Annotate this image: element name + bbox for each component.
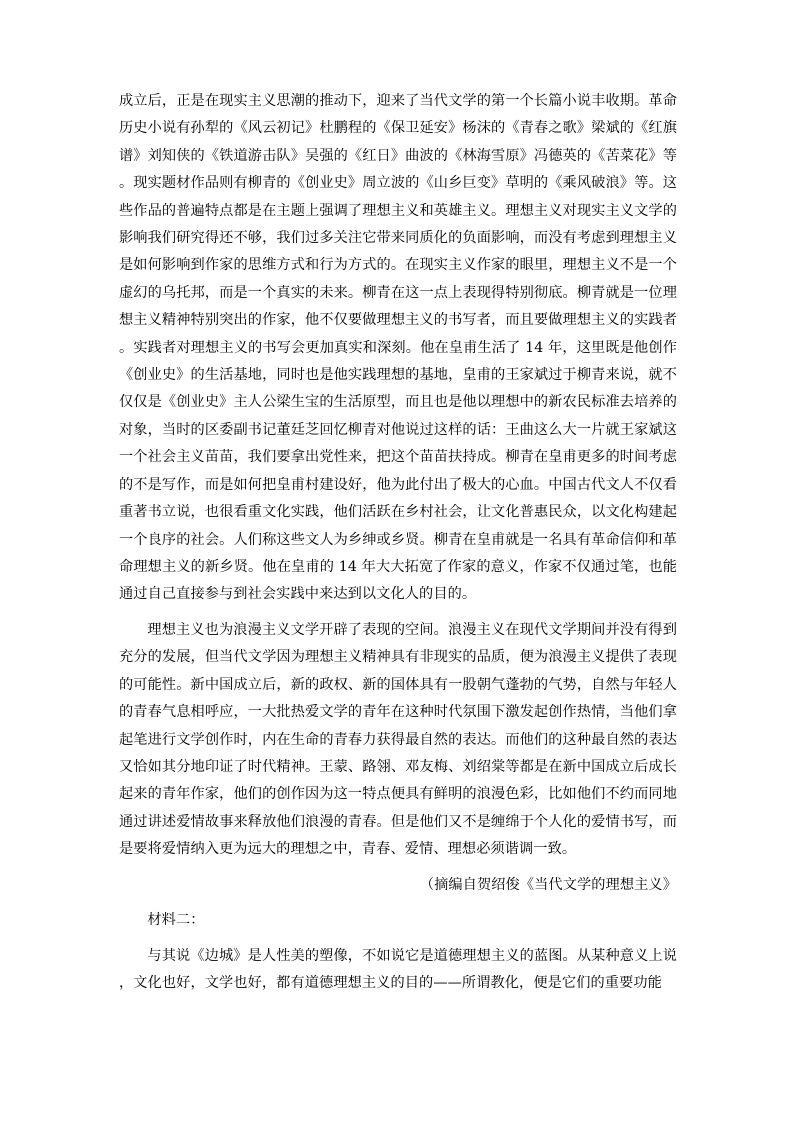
paragraph-gap: [119, 935, 677, 943]
paragraph-gap: [119, 899, 677, 907]
source-citation: （摘编自贺绍俊《当代文学的理想主义》: [419, 876, 677, 893]
material-heading: 材料二：: [147, 912, 205, 929]
paragraph-gap: [119, 864, 677, 872]
document-body: [119, 88, 677, 998]
paragraph-3: 与其说《边城》是人性美的塑像，不如说它是道德理想主义的蓝图。从某种意义上说，文化也好，文学也好，都有道德理想主义的目的——所谓教化，便是它们的重要功能: [119, 947, 677, 992]
paragraph-gap: [119, 609, 677, 617]
paragraph-1: 成立后，正是在现实主义思潮的推动下，迎来了当代文学的第一个长篇小说丰收期。革命历史小说有孙犁的《风云初记》杜鹏程的《保卫延安》杨沫的《青春之歌》梁斌的《红旗谱》刘知侠的《铁道游击队》吴强的《红日》曲波的《林海雪原》冯德英的《苦菜花》等。现实题材作品则有柳青的《创业史》周立波的《山乡巨变》草明的《乘风破浪》等。这些作品的普遍特点都是在主题上强调了理想主义和英雄主义。理想主义对现实主义文学的影响我们研究得还不够，我们过多关注它带来同质化的负面影响，而没有考虑到理想主义是如何影响到作家的思维方式和行为方式的。在现实主义作家的眼里，理想主义不是一个虚幻的乌托邦，而是一个真实的未来。柳青在这一点上表现得特别彻底。柳青就是一位理想主义精神特别突出的作家，他不仅要做理想主义的书写者，而且要做理想主义的实践者。实践者对理想主义的书写会更加真实和深刻。他在皇甫生活了 14 年，这里既是他创作《创业史》的生活基地，同时也是他实践理想的基地，皇甫的王家斌过于柳青来说，就不仅仅是《创业史》主人公梁生宝的生活原型，而且也是他以理想中的新农民标准去培养的对象，当时的区委副书记董廷芝回忆柳青对他说过这样的话：王曲这么大一片就王家斌这一个社会主义苗苗，我们要拿出党性来，把这个苗苗扶持成。柳青在皇甫更多的时间考虑的不是写作，而是如何把皇甫村建设好，他为此付出了极大的心血。中国古代文人不仅看重著书立说，也很看重文化实践，他们活跃在乡村社会，让文化普惠民众，以文化构建起一个良序的社会。人们称这些文人为乡绅或乡贤。柳青在皇甫就是一名具有革命信仰和革命理想主义的新乡贤。他在皇甫的 14 年大大拓宽了作家的意义，作家不仅通过笔，也能通过自己直接参与到社会实践中来达到以文化人的目的。: [119, 93, 677, 603]
paragraph-2: 理想主义也为浪漫主义文学开辟了表现的空间。浪漫主义在现代文学期间并没有得到充分的发展，但当代文学因为理想主义精神具有非现实的品质，便为浪漫主义提供了表现的可能性。新中国成立后，新的政权、新的国体具有一股朝气蓬勃的气势，自然与年轻人的青春气息相呼应，一大批热爱文学的青年在这种时代氛围下激发起创作热情，当他们拿起笔进行文学创作时，内在生命的青春力获得最自然的表达。而他们的这种最自然的表达又恰如其分地印证了时代精神。王蒙、路翎、邓友梅、刘绍棠等都是在新中国成立后成长起来的青年作家，他们的创作因为这一特点便具有鲜明的浪漫色彩，比如他们不约而同地通过讲述爱情故事来释放他们浪漫的青春。但是他们又不是缠绵于个人化的爱情书写，而是要将爱情纳入更为远大的理想之中，青春、爱情、理想必须谐调一致。: [119, 621, 677, 858]
